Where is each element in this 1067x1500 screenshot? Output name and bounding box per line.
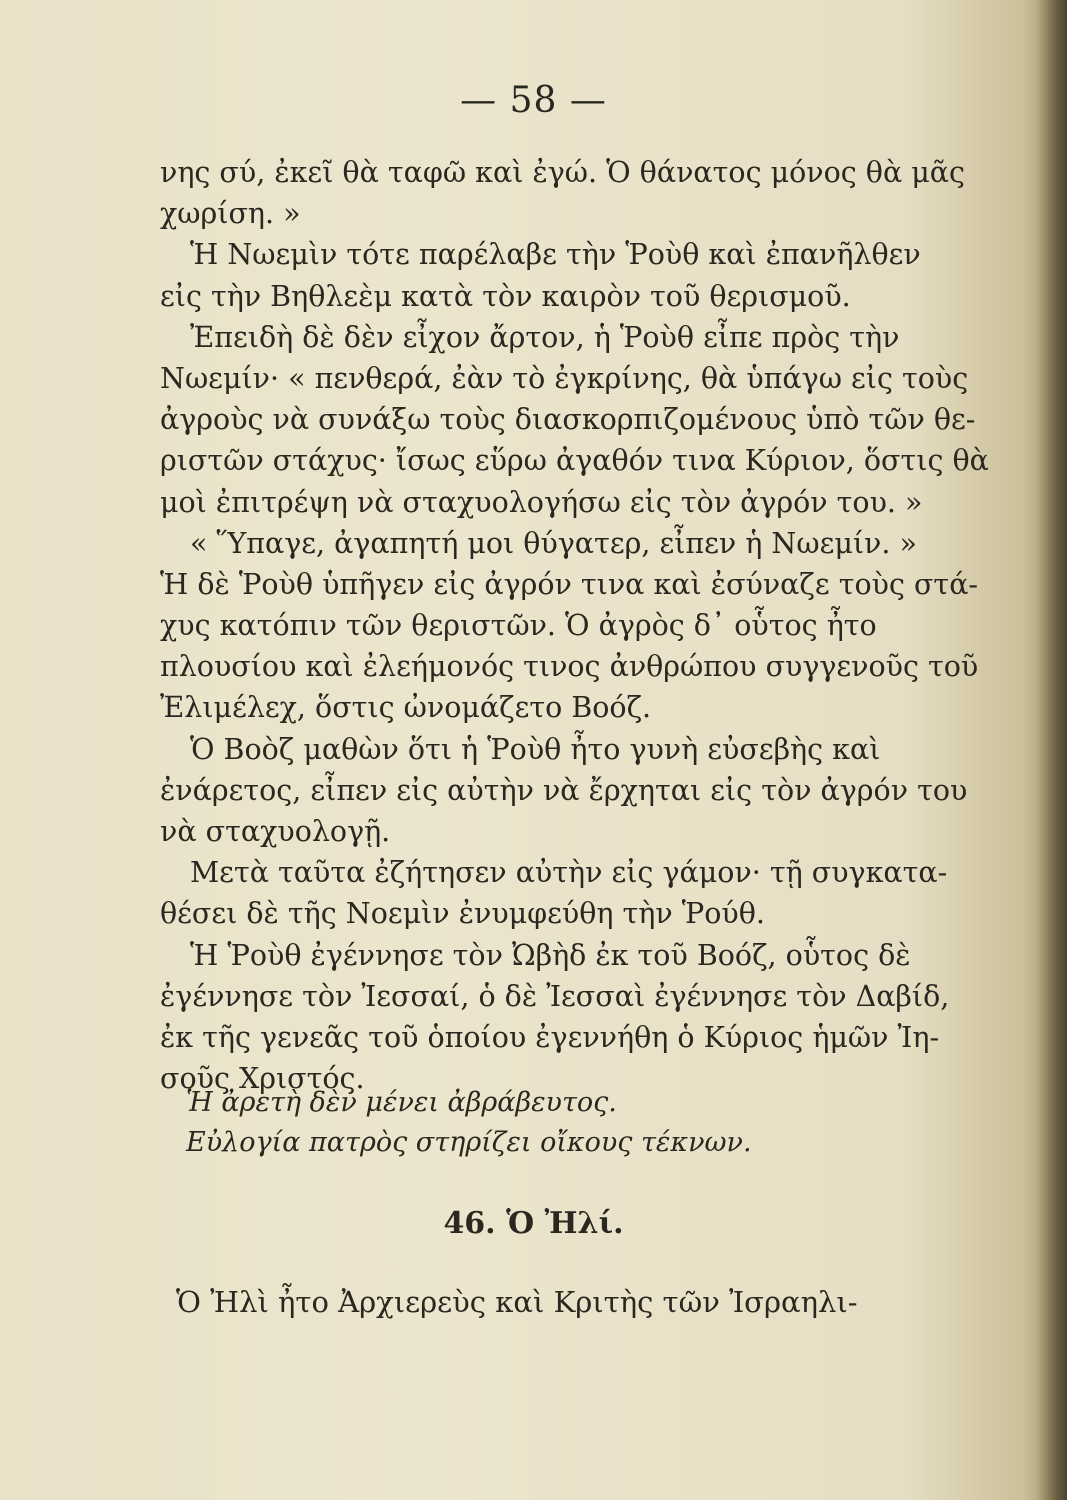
page-edge-shadow	[1037, 0, 1067, 1500]
text-line: Ἡ δὲ Ῥοὺθ ὑπῆγεν εἰς ἀγρόν τινα καὶ ἐσύναζε τοὺς στά-	[160, 567, 979, 601]
section-heading: 46. Ὁ Ἠλί.	[443, 1206, 624, 1241]
text-line: Νωεμίν· « πενθερά, ἐὰν τὸ ἐγκρίνης, θὰ ὑπάγω εἰς τοὺς	[160, 361, 969, 395]
page-number: — 58 —	[460, 80, 607, 121]
text-line: ἐκ τῆς γενεᾶς τοῦ ὁποίου ἐγεννήθη ὁ Κύριος ἡμῶν Ἰη-	[160, 1020, 940, 1054]
section-first-line: Ὁ Ἠλὶ ἦτο Ἀρχιερεὺς καὶ Κριτὴς τῶν Ἰσραηλι-	[176, 1285, 858, 1319]
text-line: θέσει δὲ τῆς Νοεμὶν ἐνυμφεύθη τὴν Ῥούθ.	[160, 897, 765, 931]
text-line: πλουσίου καὶ ἐλεήμονός τινος ἀνθρώπου συγγενοῦς τοῦ	[160, 650, 979, 684]
text-line: νὰ σταχυολογῇ.	[160, 815, 391, 848]
text-line: Ὁ Βοὸζ μαθὼν ὅτι ἡ Ῥοὺθ ἦτο γυνὴ εὐσεβὴς καὶ	[190, 732, 881, 766]
proverb-line: Ἡ ἀρετὴ δὲν μένει ἀβράβευτος.	[186, 1087, 617, 1118]
text-line: σοῦς Χριστός.	[160, 1062, 365, 1096]
text-line: Ἐπειδὴ δὲ δὲν εἶχον ἄρτον, ἡ Ῥοὺθ εἶπε πρὸς τὴν	[190, 320, 900, 354]
proverb-line: Εὐλογία πατρὸς στηρίζει οἴκους τέκνων.	[186, 1127, 752, 1158]
ruth-story-paragraphs	[160, 152, 989, 1099]
text-line: Ἐλιμέλεχ, ὅστις ὠνομάζετο Βοόζ.	[160, 691, 652, 725]
text-line: ριστῶν στάχυς· ἴσως εὕρω ἀγαθόν τινα Κύριον, ὅστις θὰ	[160, 444, 989, 478]
text-line: εἰς τὴν Βηθλεὲμ κατὰ τὸν καιρὸν τοῦ θερισμοῦ.	[160, 279, 851, 313]
text-line: Μετὰ ταῦτα ἐζήτησεν αὐτὴν εἰς γάμον· τῇ συγκατα-	[190, 856, 948, 890]
text-line: Ἡ Ῥοὺθ ἐγέννησε τὸν Ὠβὴδ ἐκ τοῦ Βοόζ, οὗτος δὲ	[190, 938, 911, 972]
text-line: ἀγροὺς νὰ συνάξω τοὺς διασκορπιζομένους ὑπὸ τῶν θε-	[160, 403, 976, 437]
text-line: νης σύ, ἐκεῖ θὰ ταφῶ καὶ ἐγώ. Ὁ θάνατος μόνος θὰ μᾶς	[160, 156, 965, 189]
text-line: μοὶ ἐπιτρέψη νὰ σταχυολογήσω εἰς τὸν ἀγρόν του. »	[160, 485, 923, 519]
text-line: χυς κατόπιν τῶν θεριστῶν. Ὁ ἀγρὸς δ᾽ οὗτος ἦτο	[160, 609, 877, 643]
text-line: Ἡ Νωεμὶν τότε παρέλαβε τὴν Ῥοὺθ καὶ ἐπανῆλθεν	[190, 238, 921, 272]
proverbs	[186, 1083, 946, 1163]
text-line: ἐγέννησε τὸν Ἰεσσαί, ὁ δὲ Ἰεσσαὶ ἐγέννησε τὸν Δαβίδ,	[160, 979, 950, 1013]
text-line: « Ὕπαγε, ἀγαπητή μοι θύγατερ, εἶπεν ἡ Νωεμίν. »	[190, 526, 917, 560]
text-line: ἐνάρετος, εἶπεν εἰς αὐτὴν νὰ ἔρχηται εἰς τὸν ἀγρόν του	[160, 773, 968, 807]
text-line: χωρίση. »	[160, 197, 301, 231]
